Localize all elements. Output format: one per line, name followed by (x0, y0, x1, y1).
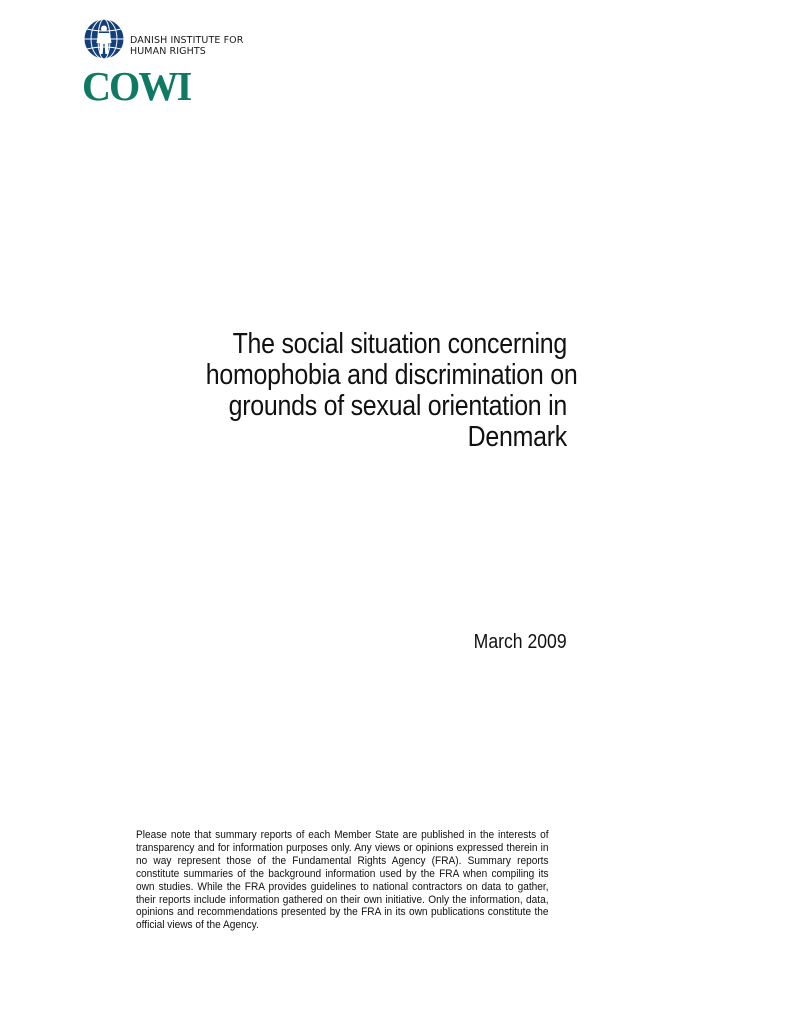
globe-person-icon (83, 18, 125, 60)
title-line-3: grounds of sexual orientation in (228, 390, 567, 422)
document-date: March 2009 (474, 631, 567, 653)
document-title (205, 328, 578, 453)
disclaimer-paragraph: Please note that summary reports of each Member State are published in the interests of transparency and for information purposes only. Any views or opinions expressed therein in no way represent those of the Fundamental Rights Agency (FRA). Summary reports constitute summaries of the background information used by the FRA when compiling its own studies. While the FRA provides guidelines to national contractors on data to gather, their reports include information gathered on their own initiative. Only the information, data, opinions and recommendations presented by the FRA in its own publications constitute the official views of the Agency. (136, 829, 549, 932)
institute-name (130, 35, 243, 57)
title-line-4: Denmark (467, 421, 567, 453)
title-line-1: The social situation concerning (232, 328, 567, 360)
institute-name-line-2: HUMAN RIGHTS (130, 46, 206, 57)
title-line-2: homophobia and discrimination on (205, 359, 578, 391)
institute-name-line-1: DANISH INSTITUTE FOR (130, 35, 244, 46)
cowi-logo: COWI (82, 63, 191, 109)
